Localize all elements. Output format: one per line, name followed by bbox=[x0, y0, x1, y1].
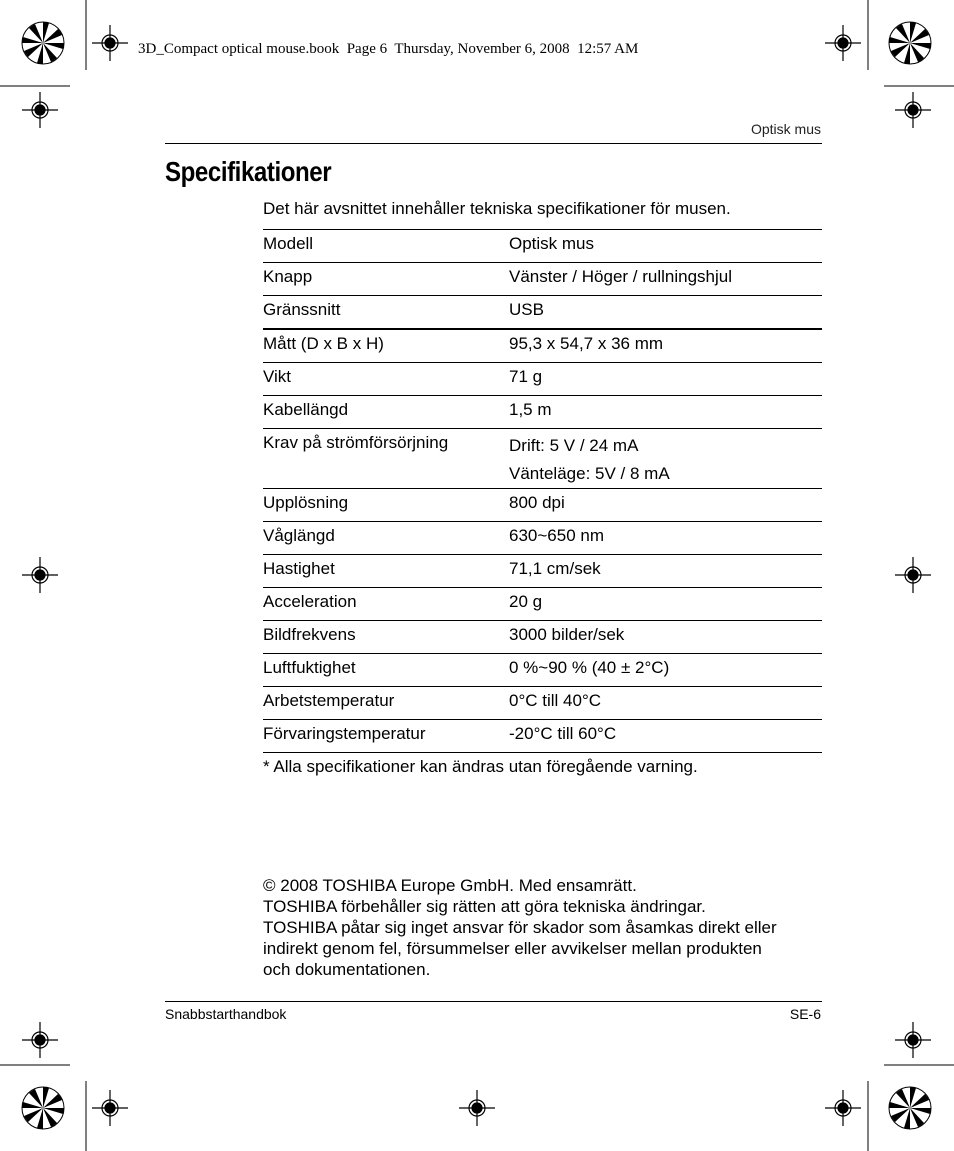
spec-value: USB bbox=[509, 300, 544, 319]
spec-value: 95,3 x 54,7 x 36 mm bbox=[509, 334, 664, 353]
table-row bbox=[263, 230, 822, 263]
spec-value: -20°C till 60°C bbox=[509, 724, 617, 743]
table-row bbox=[263, 296, 822, 330]
copyright-line: och dokumentationen. bbox=[263, 960, 431, 979]
spec-label: Knapp bbox=[263, 267, 313, 286]
spec-label: Hastighet bbox=[263, 559, 335, 578]
spec-label: Krav på strömförsörjning bbox=[263, 433, 449, 452]
table-row bbox=[263, 396, 822, 429]
spec-value: 0°C till 40°C bbox=[509, 691, 602, 710]
table-row bbox=[263, 363, 822, 396]
footnote: * Alla specifikationer kan ändras utan föregående varning. bbox=[263, 757, 698, 776]
spec-value: 71 g bbox=[509, 367, 543, 386]
spec-label: Förvaringstemperatur bbox=[263, 724, 426, 743]
spec-label: Luftfuktighet bbox=[263, 658, 356, 677]
copyright-line: TOSHIBA påtar sig inget ansvar för skador som åsamkas direkt eller bbox=[263, 918, 777, 937]
spec-label: Arbetstemperatur bbox=[263, 691, 395, 710]
spec-label: Gränssnitt bbox=[263, 300, 341, 319]
table-row bbox=[263, 489, 822, 522]
spec-value: Optisk mus bbox=[509, 234, 595, 253]
table-row bbox=[263, 588, 822, 621]
spec-label: Upplösning bbox=[263, 493, 349, 512]
copyright-line: © 2008 TOSHIBA Europe GmbH. Med ensamrätt. bbox=[263, 876, 637, 895]
spec-label: Kabellängd bbox=[263, 400, 349, 419]
table-row bbox=[263, 654, 822, 687]
page-number: SE-6 bbox=[789, 1006, 821, 1022]
running-head: Optisk mus bbox=[750, 121, 821, 137]
spec-value: Vänteläge: 5V / 8 mA bbox=[509, 464, 670, 483]
table-row bbox=[263, 263, 822, 296]
spec-value: Vänster / Höger / rullningshjul bbox=[509, 267, 733, 286]
slug-line: 3D_Compact optical mouse.book Page 6 Thursday, November 6, 2008 12:57 AM bbox=[138, 41, 639, 57]
spec-value: 630~650 nm bbox=[509, 526, 604, 545]
spec-label: Vikt bbox=[263, 367, 292, 386]
spec-value: 3000 bilder/sek bbox=[509, 625, 625, 644]
copyright-line: indirekt genom fel, försummelser eller avvikelser mellan produkten bbox=[263, 939, 762, 958]
spec-value: 800 dpi bbox=[509, 493, 565, 512]
copyright-block bbox=[263, 875, 833, 980]
page-title: Specifikationer bbox=[165, 156, 332, 187]
spec-label: Våglängd bbox=[263, 526, 335, 545]
spec-value: 0 %~90 % (40 ± 2°C) bbox=[509, 658, 670, 677]
copyright-line: TOSHIBA förbehåller sig rätten att göra tekniska ändringar. bbox=[263, 897, 706, 916]
table-row bbox=[263, 429, 822, 489]
header-rule bbox=[165, 143, 822, 144]
spec-label: Bildfrekvens bbox=[263, 625, 356, 644]
spec-label: Mått (D x B x H) bbox=[263, 334, 384, 353]
spec-value: Drift: 5 V / 24 mA bbox=[509, 436, 639, 455]
spec-value: 20 g bbox=[509, 592, 543, 611]
specs-table bbox=[263, 229, 822, 753]
spec-value: 71,1 cm/sek bbox=[509, 559, 601, 578]
spec-value: 1,5 m bbox=[509, 400, 552, 419]
spec-label: Modell bbox=[263, 234, 314, 253]
table-row bbox=[263, 555, 822, 588]
footer-rule bbox=[165, 1001, 822, 1002]
table-row bbox=[263, 621, 822, 654]
spec-value-multi bbox=[509, 429, 822, 489]
spec-label: Acceleration bbox=[263, 592, 357, 611]
table-row bbox=[263, 687, 822, 720]
intro-text: Det här avsnittet innehåller tekniska specifikationer för musen. bbox=[263, 199, 731, 218]
table-row bbox=[263, 329, 822, 363]
table-row bbox=[263, 720, 822, 753]
table-row bbox=[263, 522, 822, 555]
footer-book-title: Snabbstarthandbok bbox=[165, 1006, 287, 1022]
